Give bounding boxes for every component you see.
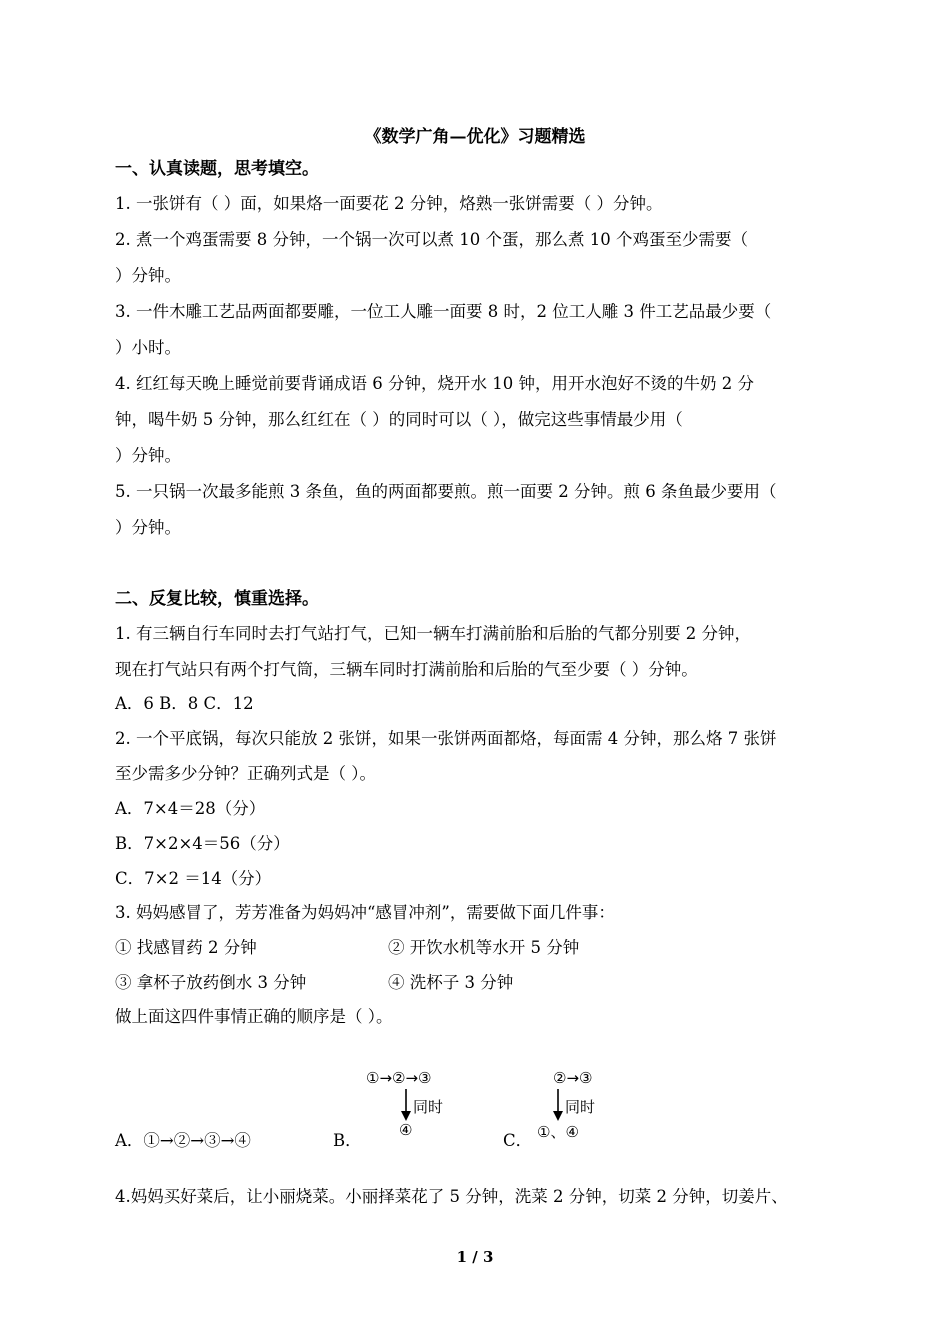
option-c-sequence: ②→③ xyxy=(553,1069,593,1087)
task-3: ③ 拿杯子放药倒水 3 分钟 xyxy=(115,973,307,992)
s2-line-3: A．6 B．8 C．12 xyxy=(115,694,254,713)
task-4: ④ 洗杯子 3 分钟 xyxy=(388,973,514,992)
task-1: ① 找感冒药 2 分钟 xyxy=(115,938,257,957)
s2-line-8: C．7×2 ＝14（分） xyxy=(115,869,272,888)
s2-line-2: 现在打气站只有两个打气筒，三辆车同时打满前胎和后胎的气至少要（ ）分钟。 xyxy=(115,660,698,679)
option-b-label: B． xyxy=(333,1131,362,1150)
option-b-arrow-label: 同时 xyxy=(413,1098,444,1116)
s2-line-10: 做上面这四件事情正确的顺序是（ ）。 xyxy=(115,1007,393,1026)
option-b-down-arrow-icon xyxy=(399,1088,413,1122)
options-diagram xyxy=(0,1065,950,1155)
s1-line-8: ）分钟。 xyxy=(115,446,181,465)
page-number: 1 / 3 xyxy=(456,1248,494,1266)
s1-line-6: 4. 红红每天晚上睡觉前要背诵成语 6 分钟，烧开水 10 钟，用开水泡好不烫的牛奶 2 分 xyxy=(115,374,754,393)
s1-line-5: ）小时。 xyxy=(115,338,181,357)
s2-question-4: 4.妈妈买好菜后，让小丽烧菜。小丽择菜花了 5 分钟，洗菜 2 分钟，切菜 2 分钟，切姜片、 xyxy=(115,1187,788,1206)
option-c-arrow-label: 同时 xyxy=(565,1098,596,1116)
s2-line-6: A．7×4＝28（分） xyxy=(115,799,266,818)
s1-line-10: ）分钟。 xyxy=(115,518,181,537)
option-b-sequence: ①→②→③ xyxy=(366,1069,432,1087)
option-c-end: ①、④ xyxy=(537,1123,579,1141)
option-a: A．①→②→③→④ xyxy=(115,1131,251,1150)
s1-line-3: ）分钟。 xyxy=(115,266,181,285)
s2-line-4: 2. 一个平底锅，每次只能放 2 张饼，如果一张饼两面都烙，每面需 4 分钟，那么烙 7 张饼 xyxy=(115,729,777,748)
s1-line-7: 钟，喝牛奶 5 分钟，那么红红在（ ）的同时可以（ ），做完这些事情最少用（ xyxy=(115,410,683,429)
s2-line-9: 3. 妈妈感冒了，芳芳准备为妈妈冲“感冒冲剂”，需要做下面几件事： xyxy=(115,903,615,922)
option-c-label: C． xyxy=(503,1131,533,1150)
s2-line-1: 1. 有三辆自行车同时去打气站打气，已知一辆车打满前胎和后胎的气都分别要 2 分钟， xyxy=(115,624,751,643)
section2-heading: 二、反复比较，慎重选择。 xyxy=(115,589,319,609)
option-c-down-arrow-icon xyxy=(551,1088,565,1122)
task-2: ② 开饮水机等水开 5 分钟 xyxy=(388,938,580,957)
option-b-end: ④ xyxy=(399,1121,413,1139)
s1-line-1: 1. 一张饼有（ ）面，如果烙一面要花 2 分钟，烙熟一张饼需要（ ）分钟。 xyxy=(115,194,663,213)
s1-line-9: 5. 一只锅一次最多能煎 3 条鱼，鱼的两面都要煎。煎一面要 2 分钟。煎 6 条鱼最少要用（ xyxy=(115,482,777,501)
s1-line-4: 3. 一件木雕工艺品两面都要雕，一位工人雕一面要 8 时，2 位工人雕 3 件工艺品最少要（ xyxy=(115,302,772,321)
page-title: 《数学广角—优化》习题精选 xyxy=(364,127,586,147)
s1-line-2: 2. 煮一个鸡蛋需要 8 分钟，一个锅一次可以煮 10 个蛋，那么煮 10 个鸡蛋至少需要（ xyxy=(115,230,748,249)
s2-line-7: B．7×2×4＝56（分） xyxy=(115,834,290,853)
section1-heading: 一、认真读题，思考填空。 xyxy=(115,159,319,179)
s2-line-5: 至少需多少分钟？正确列式是（ ）。 xyxy=(115,764,376,783)
